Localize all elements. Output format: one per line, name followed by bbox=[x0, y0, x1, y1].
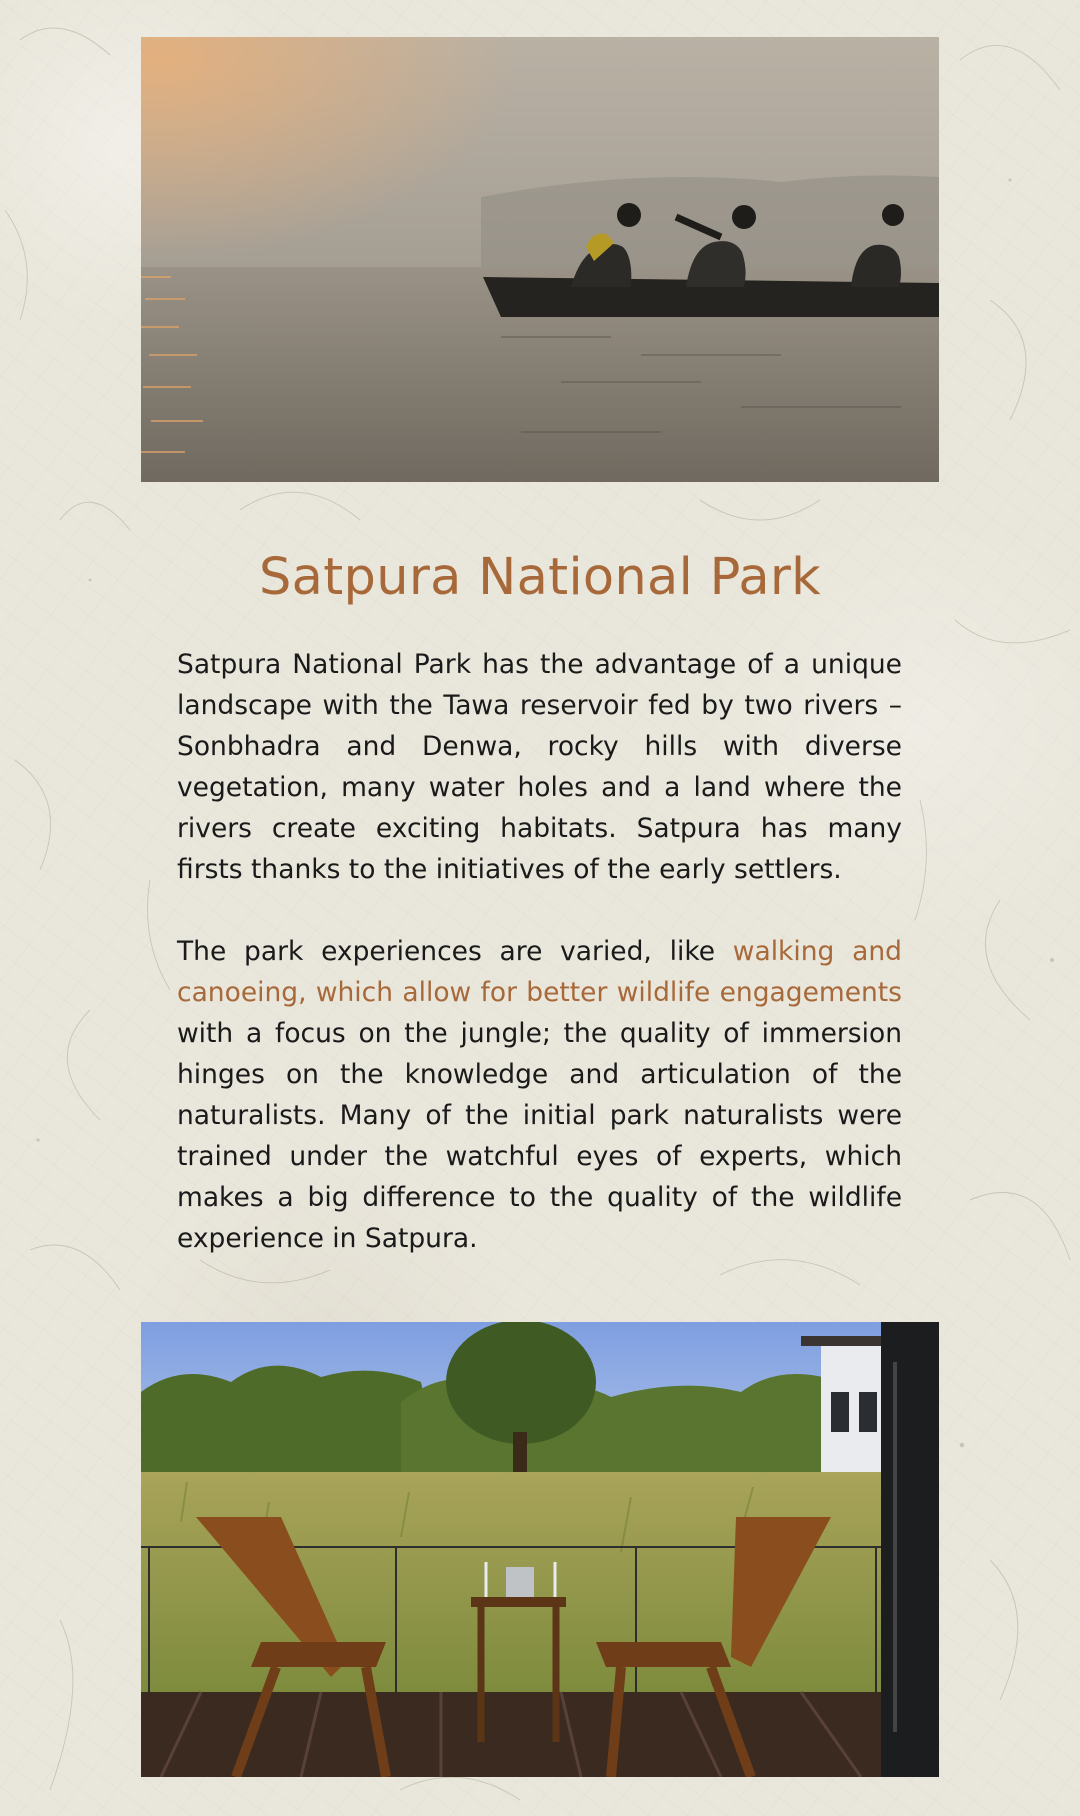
highlight-link[interactable]: walking and canoeing, which allow for better wildlife engagements bbox=[177, 936, 902, 1008]
experience-paragraph bbox=[177, 931, 902, 1259]
page-title: Satpura National Park bbox=[259, 548, 821, 607]
experience-text-end: with a focus on the jungle; the quality of immersion hinges on the knowledge and articulation of the naturalists. Many of the initial park naturalists were trained under the watchful eyes of experts, which makes a big difference to the quality of the wildlife experience in Satpura. bbox=[177, 1018, 902, 1254]
intro-paragraph: Satpura National Park has the advantage of a unique landscape with the Tawa reservoir fed by two rivers – Sonbhadra and Denwa, rocky hills with diverse vegetation, many water holes and a land where the rivers create exciting habitats. Satpura has many firsts thanks to the initiatives of the early settlers. bbox=[177, 649, 902, 885]
canoe-photo bbox=[141, 37, 939, 482]
experience-text-start: The park experiences are varied, like bbox=[177, 936, 733, 967]
deck-chairs-photo bbox=[141, 1322, 939, 1777]
